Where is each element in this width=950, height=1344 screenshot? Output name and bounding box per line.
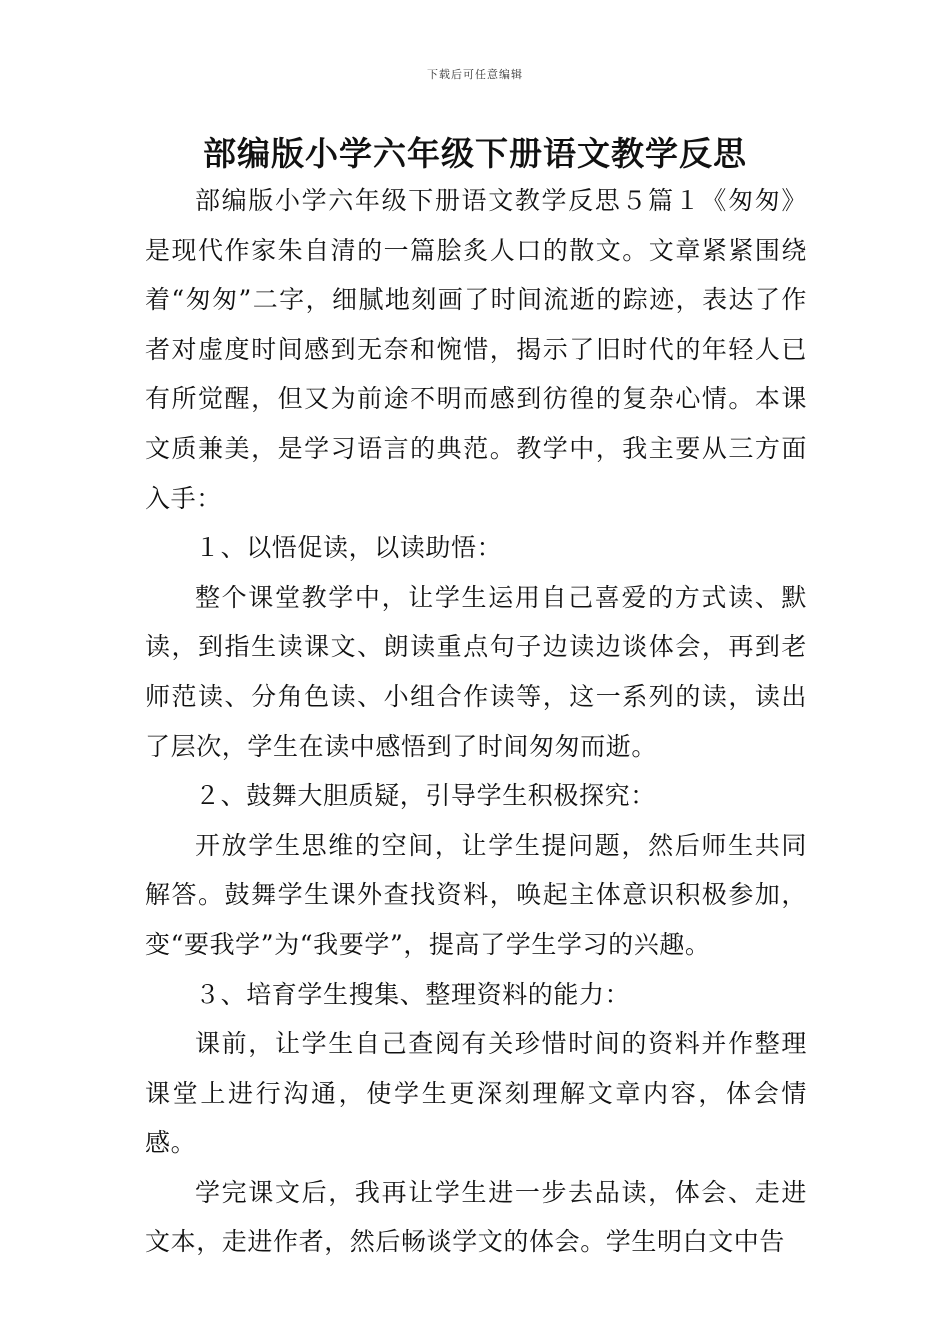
paragraph-section-1: 整个课堂教学中，让学生运用自己喜爱的方式读、默读，到指生读课文、朗读重点句子边读边谈体会，再到老师范读、分角色读、小组合作读等，这一系列的读，读出了层次，学生在读中感悟到了时间匆匆而逝。 bbox=[145, 582, 807, 761]
header-note: 下载后可任意编辑 bbox=[427, 68, 523, 81]
paragraph-section-2: 开放学生思维的空间，让学生提问题，然后师生共同解答。鼓舞学生课外查找资料，唤起主体意识积极参加，变“要我学”为“我要学”，提高了学生学习的兴趣。 bbox=[145, 830, 807, 959]
section-heading-2: ２、鼓舞大胆质疑，引导学生积极探究： bbox=[195, 781, 656, 811]
paragraph-section-3: 课前，让学生自己查阅有关珍惜时间的资料并作整理课堂上进行沟通，使学生更深刻理解文章内容，体会情感。 bbox=[145, 1029, 807, 1158]
section-heading-3: ３、培育学生搜集、整理资料的能力： bbox=[195, 979, 631, 1009]
paragraph-conclusion: 学完课文后，我再让学生进一步去品读，体会、走进文本，走进作者，然后畅谈学文的体会。学生明白文中告 bbox=[145, 1177, 807, 1257]
document-body bbox=[145, 176, 807, 1267]
document-title: 部编版小学六年级下册语文教学反思 bbox=[203, 134, 747, 173]
paragraph-intro: 部编版小学六年级下册语文教学反思５篇１《匆匆》是现代作家朱自清的一篇脍炙人口的散文。文章紧紧围绕着“匆匆”二字，细腻地刻画了时间流逝的踪迹，表达了作者对虚度时间感到无奈和惋惜，揭示了旧时代的年轻人已有所觉醒，但又为前途不明而感到彷徨的复杂心情。本课文质兼美，是学习语言的典范。教学中，我主要从三方面入手： bbox=[145, 186, 807, 513]
section-heading-1: １、以悟促读，以读助悟： bbox=[195, 533, 503, 563]
